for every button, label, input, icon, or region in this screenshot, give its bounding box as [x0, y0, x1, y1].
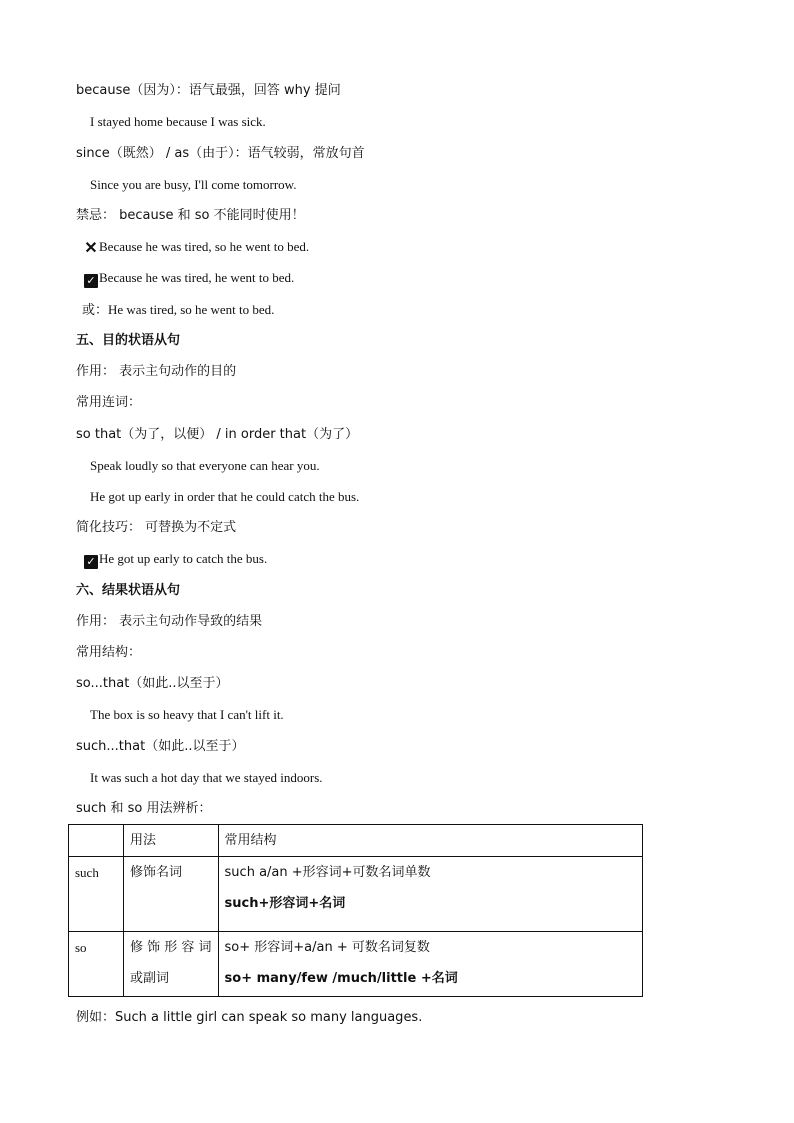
table-cell-word: so [69, 932, 124, 997]
so-that-structure-line: so...that（如此..以至于） [76, 676, 229, 691]
such-so-comparison-table [68, 824, 643, 997]
table-cell-structure: such a/an +形容词+可数名词单数 such+形容词+名词 [218, 857, 642, 932]
such-that-example: It was such a hot day that we stayed indoors. [90, 770, 323, 785]
table-header-cell [69, 825, 124, 857]
taboo-line: 禁忌： because 和 so 不能同时使用！ [76, 208, 305, 223]
cross-icon: ✕ [84, 240, 98, 257]
in-order-that-example: He got up early in order that he could catch the bus. [90, 489, 360, 504]
so-that-result-example: The box is so heavy that I can't lift it. [90, 707, 284, 722]
because-usage-line: because（因为）：语气最强，回答 why 提问 [76, 83, 341, 98]
table-row [69, 932, 643, 997]
since-example: Since you are busy, I'll come tomorrow. [90, 177, 297, 192]
since-as-usage-line: since（既然） / as（由于）：语气较弱，常放句首 [76, 146, 365, 161]
section-five-heading: 五、目的状语从句 [76, 333, 181, 348]
table-cell-usage: 修 饰 形 容 词 或副词 [124, 932, 219, 997]
purpose-function-line: 作用： 表示主句动作的目的 [76, 364, 237, 379]
so-that-example: Speak loudly so that everyone can hear you. [90, 458, 320, 473]
alternative-example: 或：He was tired, so he went to bed. [82, 302, 275, 317]
correct-example-row [84, 269, 294, 288]
wrong-example-text: Because he was tired, so he went to bed. [99, 239, 310, 254]
common-structures-label: 常用结构： [76, 645, 142, 660]
simplify-tip-line: 简化技巧： 可替换为不定式 [76, 520, 237, 535]
table-header-row [69, 825, 643, 857]
table-cell-structure: so+ 形容词+a/an + 可数名词复数 so+ many/few /much/little +名词 [218, 932, 642, 997]
table-cell-word: such [69, 857, 124, 932]
section-six-heading: 六、结果状语从句 [76, 583, 181, 598]
because-example: I stayed home because I was sick. [90, 114, 266, 129]
correct-example-text: Because he was tired, he went to bed. [99, 270, 295, 285]
comparison-label: such 和 so 用法辨析： [76, 801, 212, 816]
infinitive-example-text: He got up early to catch the bus. [99, 551, 268, 566]
check-icon: ✓ [84, 274, 98, 288]
table-header-cell: 常用结构 [218, 825, 642, 857]
table-row [69, 857, 643, 932]
table-cell-usage: 修饰名词 [124, 857, 219, 932]
common-conjunctions-label: 常用连词： [76, 395, 142, 410]
result-function-line: 作用： 表示主句动作导致的结果 [76, 614, 263, 629]
so-that-line: so that（为了，以便） / in order that（为了） [76, 427, 359, 442]
such-that-structure-line: such...that（如此..以至于） [76, 739, 245, 754]
example-sentence-line: 例如：Such a little girl can speak so many languages. [76, 1010, 423, 1025]
check-icon: ✓ [84, 555, 98, 569]
infinitive-example-row [84, 550, 267, 569]
table-header-cell: 用法 [124, 825, 219, 857]
wrong-example-row [84, 238, 309, 256]
